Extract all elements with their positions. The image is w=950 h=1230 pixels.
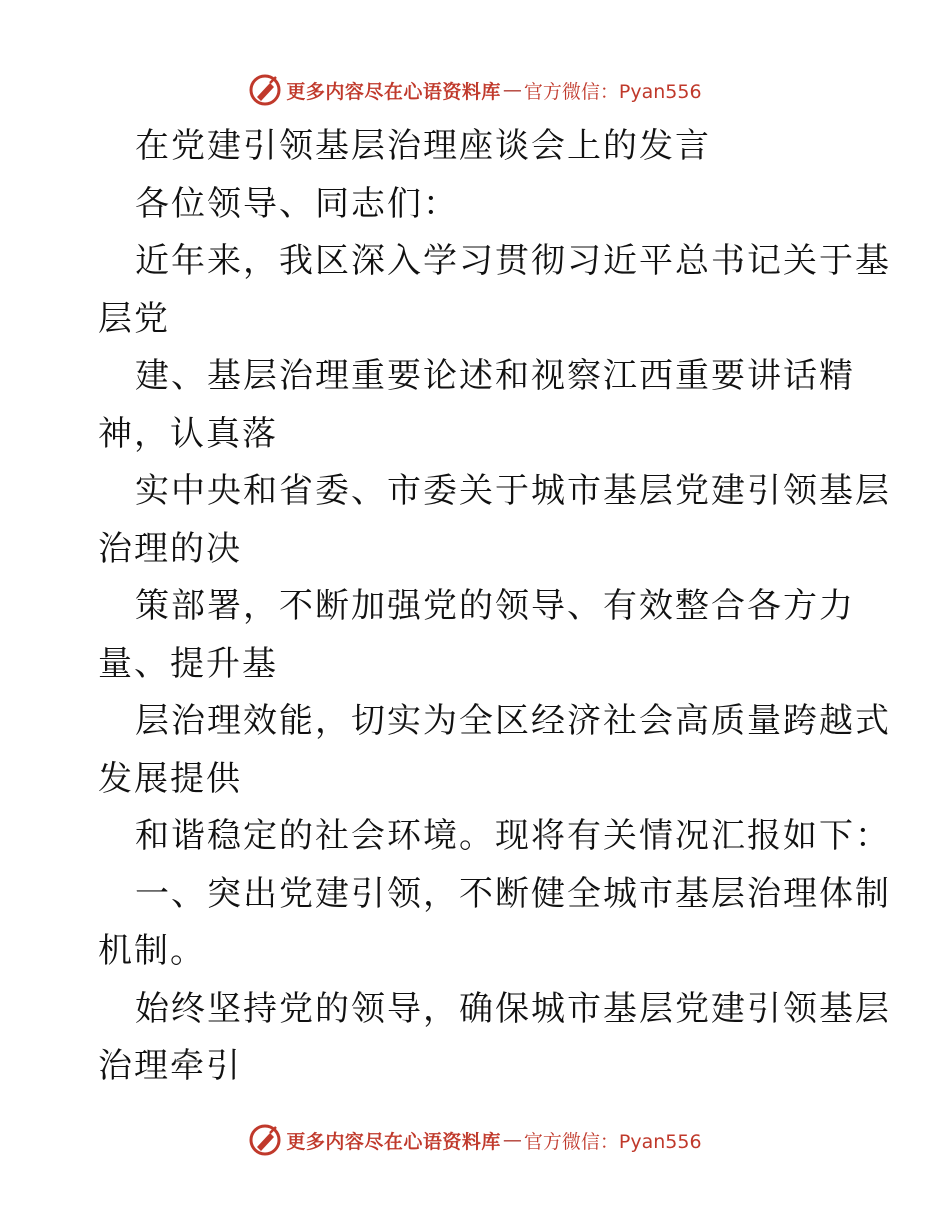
watermark-header <box>0 70 950 110</box>
text-line: 量、提升基 <box>98 643 278 684</box>
watermark-brand: 更多内容尽在心语资料库 <box>286 1130 501 1153</box>
pen-logo-icon <box>248 73 282 107</box>
text-line: 近年来，我区深入学习贯彻习近平总书记关于基 <box>135 241 891 281</box>
text-line: 治理牵引 <box>98 1046 242 1086</box>
text-line: 在党建引领基层治理座谈会上的发言 <box>135 126 711 166</box>
text-line: 神，认真落 <box>98 413 278 454</box>
text-line: 建、基层治理重要论述和视察江西重要讲话精 <box>135 356 855 396</box>
text-line: 各位领导、同志们： <box>135 183 459 224</box>
watermark-dash: — <box>502 1129 522 1151</box>
text-line: 始终坚持党的领导，确保城市基层党建引领基层 <box>135 988 891 1029</box>
text-line: 一、突出党建引领，不断健全城市基层治理体制 <box>135 873 891 914</box>
pen-logo-icon <box>248 1123 282 1157</box>
watermark-wechat: 官方微信：Pyan556 <box>523 80 702 103</box>
watermark-brand: 更多内容尽在心语资料库 <box>286 80 501 103</box>
text-line: 和谐稳定的社会环境。现将有关情况汇报如下： <box>135 816 891 856</box>
watermark-footer <box>0 1120 950 1160</box>
text-line: 层党 <box>98 298 170 339</box>
watermark-dash: — <box>502 79 522 101</box>
text-line: 实中央和省委、市委关于城市基层党建引领基层 <box>135 471 891 511</box>
text-line: 机制。 <box>98 931 206 971</box>
text-line: 策部署，不断加强党的领导、有效整合各方力 <box>135 586 855 626</box>
text-line: 发展提供 <box>98 758 242 799</box>
watermark-wechat: 官方微信：Pyan556 <box>523 1130 702 1153</box>
document-body <box>98 118 891 1096</box>
text-line: 层治理效能，切实为全区经济社会高质量跨越式 <box>135 701 891 741</box>
text-line: 治理的决 <box>98 528 242 569</box>
